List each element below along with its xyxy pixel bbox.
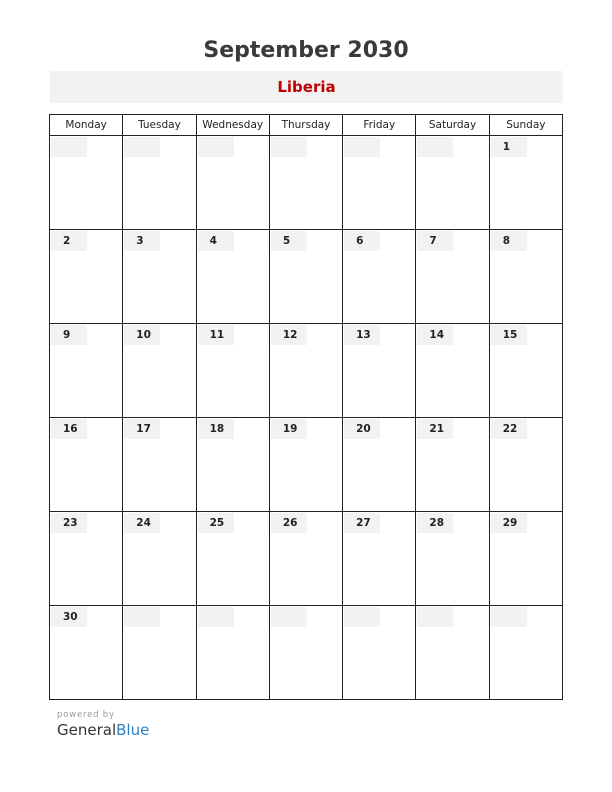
day-number: 17 — [124, 419, 160, 439]
day-cell — [269, 606, 342, 700]
day-number — [271, 137, 307, 157]
day-number: 2 — [51, 231, 87, 251]
day-cell — [269, 230, 342, 324]
day-number: 12 — [271, 325, 307, 345]
day-cell — [50, 324, 123, 418]
day-cell — [123, 230, 196, 324]
week-row — [50, 418, 563, 512]
day-cell — [123, 136, 196, 230]
day-number: 18 — [198, 419, 234, 439]
weekday-header: Wednesday — [196, 115, 269, 136]
day-cell — [196, 418, 269, 512]
day-number: 9 — [51, 325, 87, 345]
day-cell — [123, 418, 196, 512]
week-row — [50, 606, 563, 700]
day-number — [344, 137, 380, 157]
day-number: 29 — [491, 513, 527, 533]
weekday-header: Saturday — [416, 115, 489, 136]
weekday-header: Thursday — [269, 115, 342, 136]
day-cell — [196, 606, 269, 700]
day-number: 5 — [271, 231, 307, 251]
day-number: 7 — [417, 231, 453, 251]
day-number: 1 — [491, 137, 527, 157]
day-number: 16 — [51, 419, 87, 439]
day-number: 8 — [491, 231, 527, 251]
weekday-header: Monday — [50, 115, 123, 136]
day-number: 25 — [198, 513, 234, 533]
brand-blue: Blue — [116, 721, 150, 739]
day-cell — [50, 230, 123, 324]
weekday-header: Tuesday — [123, 115, 196, 136]
day-number: 23 — [51, 513, 87, 533]
day-number: 6 — [344, 231, 380, 251]
day-cell — [196, 136, 269, 230]
day-number: 10 — [124, 325, 160, 345]
day-number: 13 — [344, 325, 380, 345]
day-cell — [123, 512, 196, 606]
day-number: 28 — [417, 513, 453, 533]
day-cell — [196, 512, 269, 606]
day-number — [198, 607, 234, 627]
day-number: 15 — [491, 325, 527, 345]
day-cell — [416, 324, 489, 418]
day-cell — [343, 512, 416, 606]
day-number: 22 — [491, 419, 527, 439]
day-cell — [196, 324, 269, 418]
day-cell — [489, 512, 562, 606]
calendar-grid — [49, 114, 563, 700]
day-cell — [489, 230, 562, 324]
day-number — [51, 137, 87, 157]
day-number — [124, 137, 160, 157]
day-number: 26 — [271, 513, 307, 533]
day-number — [417, 137, 453, 157]
weekday-header: Friday — [343, 115, 416, 136]
day-number: 27 — [344, 513, 380, 533]
day-cell — [196, 230, 269, 324]
day-number — [417, 607, 453, 627]
day-cell — [416, 512, 489, 606]
day-cell — [50, 136, 123, 230]
day-cell — [343, 230, 416, 324]
day-cell — [50, 512, 123, 606]
day-cell — [489, 418, 562, 512]
country-banner — [50, 71, 563, 103]
day-cell — [123, 324, 196, 418]
day-cell — [416, 136, 489, 230]
day-cell — [489, 136, 562, 230]
day-number: 20 — [344, 419, 380, 439]
country-name: Liberia — [277, 78, 336, 96]
weekday-header: Sunday — [489, 115, 562, 136]
day-cell — [343, 606, 416, 700]
day-number: 3 — [124, 231, 160, 251]
powered-by-text: powered by — [57, 710, 115, 720]
day-number — [198, 137, 234, 157]
day-cell — [489, 324, 562, 418]
day-cell — [50, 606, 123, 700]
day-cell — [269, 324, 342, 418]
day-number — [271, 607, 307, 627]
day-number: 11 — [198, 325, 234, 345]
day-number — [491, 607, 527, 627]
week-row — [50, 324, 563, 418]
day-number — [344, 607, 380, 627]
week-row — [50, 512, 563, 606]
day-cell — [416, 418, 489, 512]
week-row — [50, 230, 563, 324]
day-number: 30 — [51, 607, 87, 627]
day-cell — [416, 230, 489, 324]
day-number: 19 — [271, 419, 307, 439]
day-cell — [269, 512, 342, 606]
day-cell — [489, 606, 562, 700]
week-row — [50, 136, 563, 230]
day-number: 21 — [417, 419, 453, 439]
weekday-header-row — [50, 115, 563, 136]
day-cell — [50, 418, 123, 512]
brand-general: General — [57, 721, 117, 739]
calendar-title: September 2030 — [203, 38, 409, 63]
day-cell — [123, 606, 196, 700]
day-cell — [343, 324, 416, 418]
day-number: 24 — [124, 513, 160, 533]
day-cell — [269, 136, 342, 230]
footer-branding — [57, 710, 149, 739]
day-number: 14 — [417, 325, 453, 345]
day-cell — [343, 418, 416, 512]
day-cell — [343, 136, 416, 230]
brand-logo[interactable] — [57, 721, 149, 739]
day-cell — [416, 606, 489, 700]
day-number — [124, 607, 160, 627]
day-number: 4 — [198, 231, 234, 251]
day-cell — [269, 418, 342, 512]
